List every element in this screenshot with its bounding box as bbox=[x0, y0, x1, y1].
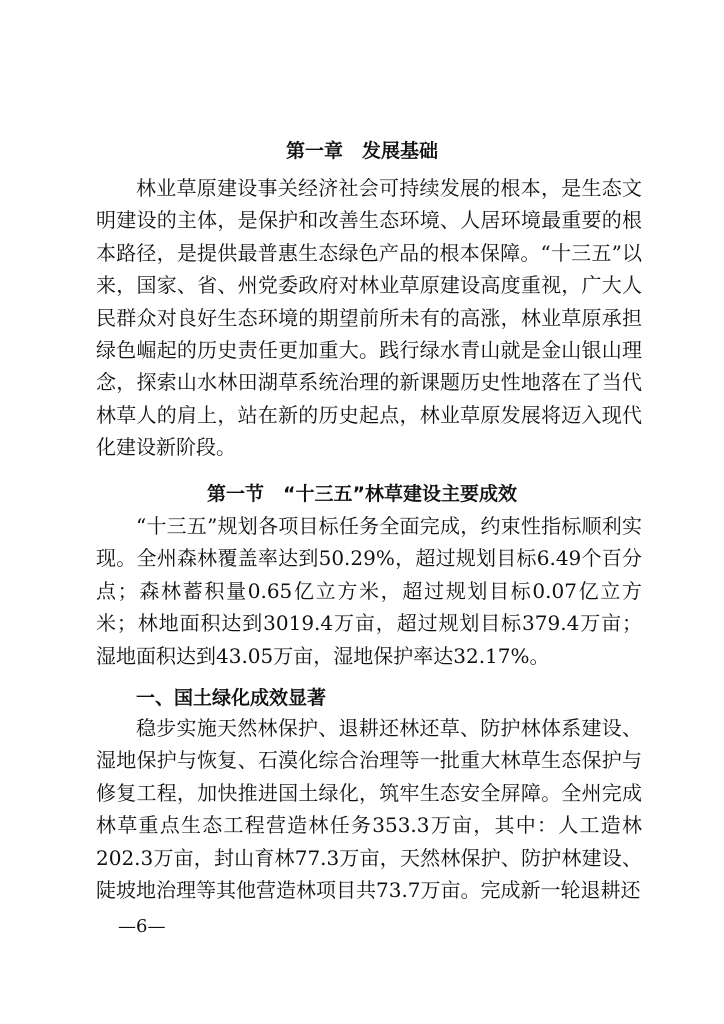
section-title: 第一节 “十三五”林草建设主要成效 bbox=[207, 483, 517, 505]
body-paragraph: 林业草原建设事关经济社会可持续发展的根本，是生态文明建设的主体，是保护和改善生态环境、人居环境最重要的根本路径，是提供最普惠生态绿色产品的根本保障。“十三五”以来，国家、省、州党委政府对林业草原建设高度重视，广大人民群众对良好生态环境的期望前所未有的高涨，林业草原承担绿色崛起的历史责任更加重大。践行绿水青山就是金山银山理念，探索山水林田湖草系统治理的新课题历史性地落在了当代林草人的肩上，站在新的历史起点，林业草原发展将迈入现代化建设新阶段。 bbox=[96, 176, 642, 460]
subsection-title: 一、国土绿化成效显著 bbox=[136, 687, 327, 709]
body-paragraph: “十三五”规划各项目标任务全面完成，约束性指标顺利实现。全州森林覆盖率达到50.29%，超过规划目标6.49个百分点；森林蓄积量0.65亿立方米，超过规划目标0.07亿立方米；林地面积达到3019.4万亩，超过规划目标379.4万亩；湿地面积达到43.05万亩，湿地保护率达32.17%。 bbox=[96, 514, 642, 668]
chapter-title: 第一章 发展基础 bbox=[285, 140, 438, 162]
page-number: —6— bbox=[118, 916, 166, 937]
body-paragraph: 稳步实施天然林保护、退耕还林还草、防护林体系建设、湿地保护与恢复、石漠化综合治理等一批重大林草生态保护与修复工程，加快推进国土绿化，筑牢生态安全屏障。全州完成林草重点生态工程营造林任务353.3万亩，其中：人工造林202.3万亩，封山育林77.3万亩，天然林保护、防护林建设、陡坡地治理等其他营造林项目共73.7万亩。完成新一轮退耕还 bbox=[96, 716, 642, 903]
